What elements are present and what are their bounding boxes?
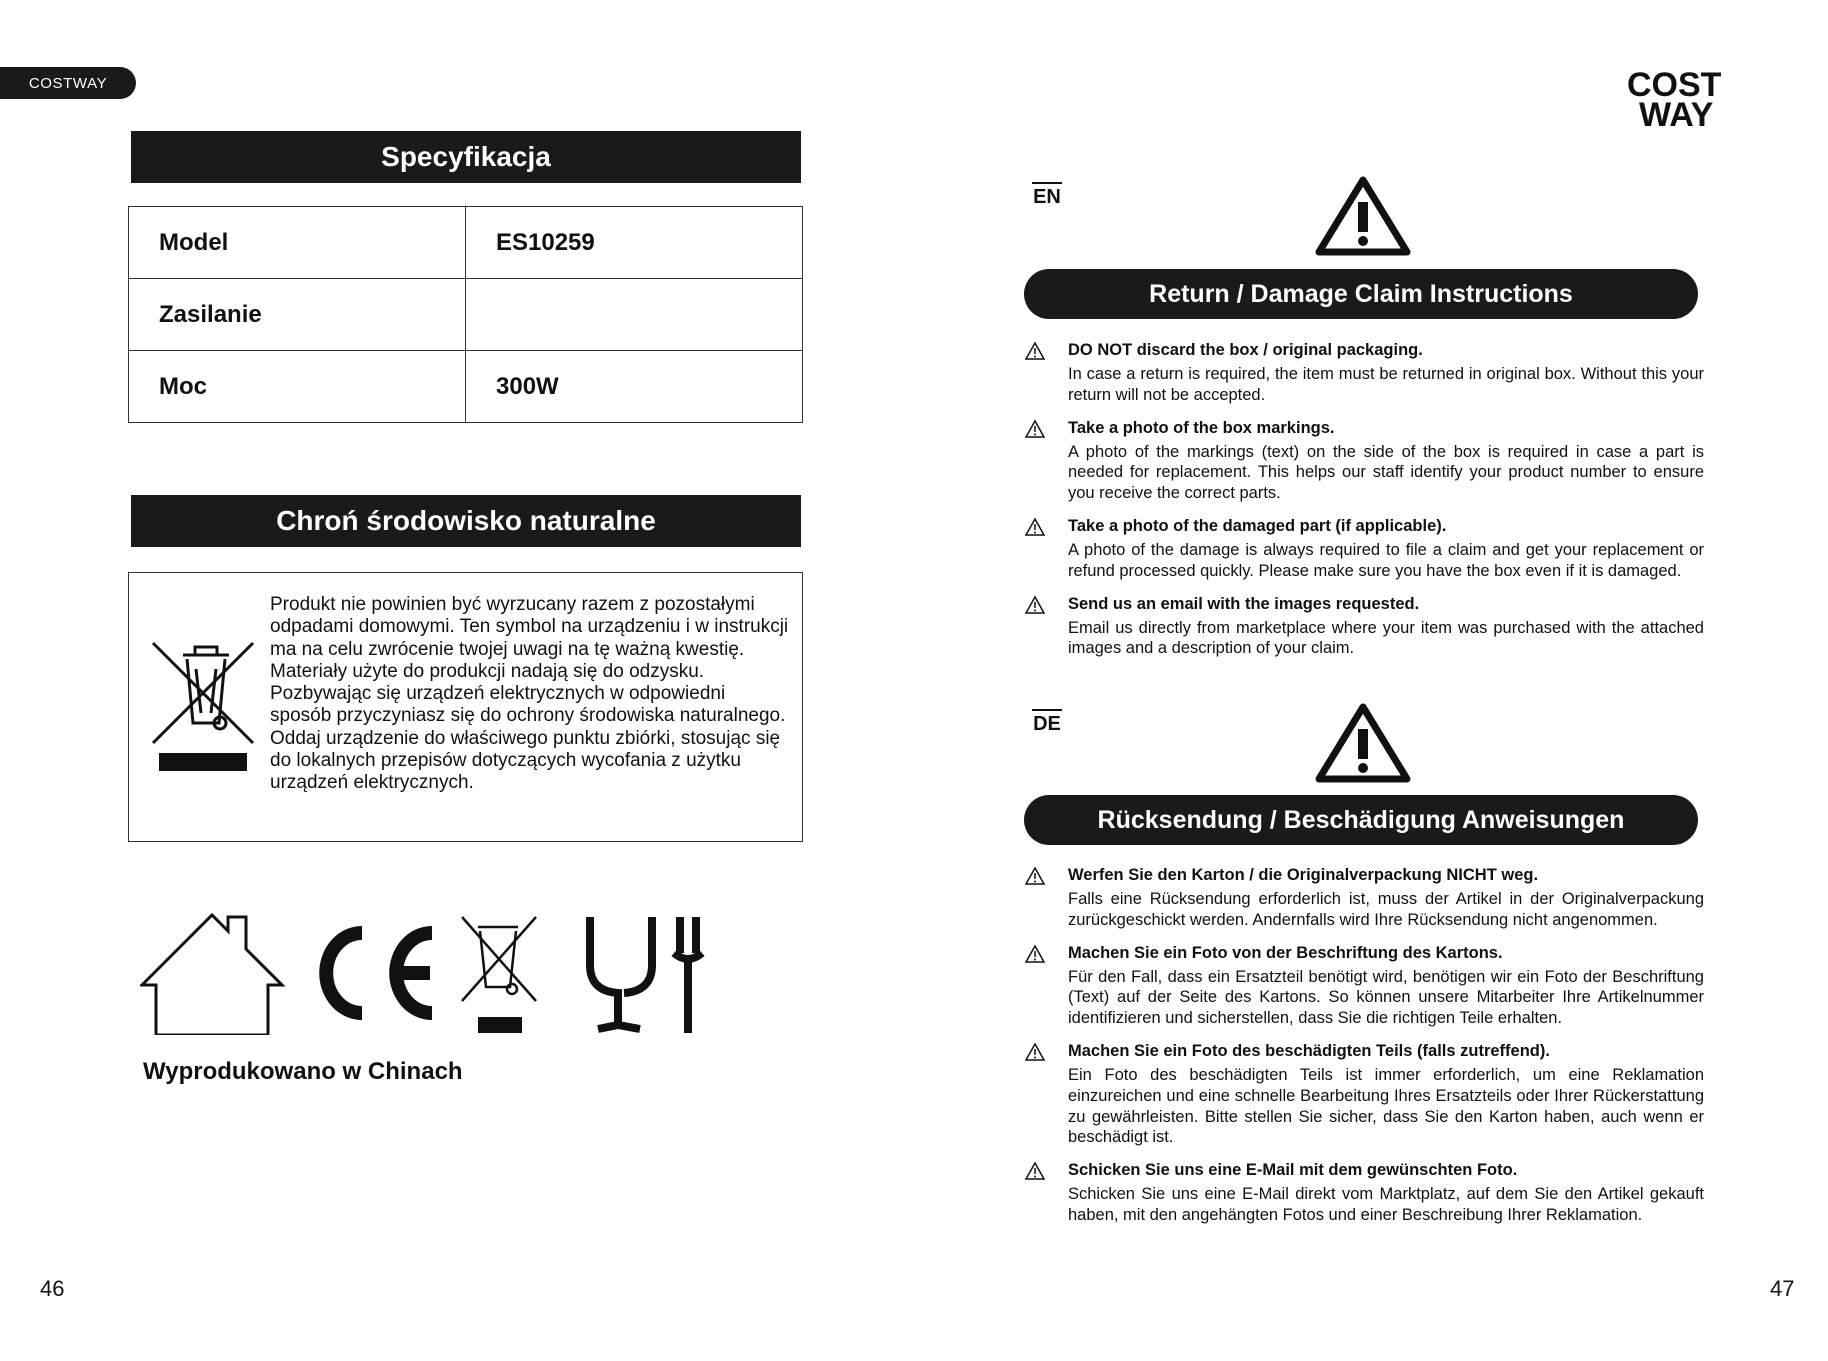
de-heading: Rücksendung / Beschädigung Anweisungen	[1024, 795, 1698, 845]
weee-bin-icon	[462, 917, 536, 1033]
en-heading: Return / Damage Claim Instructions	[1024, 269, 1698, 319]
item-title: Take a photo of the damaged part (if applicable).	[1068, 516, 1447, 535]
list-item	[1024, 516, 1704, 582]
warning-triangle-icon	[1315, 703, 1411, 783]
table-row	[129, 351, 803, 423]
warning-icon	[1024, 595, 1046, 615]
food-safe-icon	[590, 917, 702, 1033]
env-heading: Chroń środowisko naturalne	[131, 495, 801, 547]
item-desc: Ein Foto des beschädigten Teils ist immer erforderlich, um eine Reklamation einzureichen und eine schnelle Bearbeitung Ihres Ersatzteils oder Ihrer Rückerstattung zu gewährleisten. Bitte stellen Sie sicher, dass Sie den Karton haben, auch wenn er beschädigt ist.	[1068, 1065, 1704, 1147]
page-number-right: 47	[1770, 1276, 1795, 1301]
de-instructions	[1024, 865, 1704, 1238]
item-desc: Schicken Sie uns eine E-Mail direkt vom Marktplatz, auf dem Sie den Artikel gekauft haben, mit den angehängten Fotos und einer Beschreibung Ihrer Reklamation.	[1068, 1185, 1704, 1224]
item-desc: A photo of the damage is always required to file a claim and get your replacement or refund processed quickly. Please make sure you have the box even if it is damaged.	[1068, 540, 1704, 580]
list-item	[1024, 1041, 1704, 1148]
list-item	[1024, 865, 1704, 931]
house-icon	[142, 915, 282, 1035]
item-title: Machen Sie ein Foto von der Beschriftung des Kartons.	[1068, 943, 1503, 962]
lang-label-en: EN	[1032, 182, 1062, 209]
warning-icon	[1024, 341, 1046, 361]
warning-icon	[1024, 517, 1046, 537]
icons-row	[140, 905, 740, 1040]
warning-triangle-icon	[1315, 176, 1411, 256]
item-desc: Email us directly from marketplace where your item was purchased with the attached images and a description of your claim.	[1068, 618, 1704, 658]
env-box	[128, 572, 803, 842]
warning-icon	[1024, 419, 1046, 439]
spec-label: Zasilanie	[129, 279, 466, 351]
list-item	[1024, 943, 1704, 1029]
item-title: DO NOT discard the box / original packaging.	[1068, 341, 1423, 359]
list-item	[1024, 418, 1704, 504]
warning-icon	[1024, 1161, 1046, 1181]
table-row	[129, 207, 803, 279]
en-instructions	[1024, 340, 1704, 671]
spec-table	[128, 206, 803, 423]
spec-label: Model	[129, 207, 466, 279]
item-desc: In case a return is required, the item must be returned in original box. Without this your return will not be accepted.	[1068, 365, 1704, 404]
table-row	[129, 279, 803, 351]
item-title: Take a photo of the box markings.	[1068, 418, 1335, 437]
ce-mark-icon	[326, 933, 432, 1013]
spec-value	[466, 279, 803, 351]
spec-value: ES10259	[466, 207, 803, 279]
spec-value: 300W	[466, 351, 803, 423]
warning-icon	[1024, 866, 1046, 886]
item-title: Schicken Sie uns eine E-Mail mit dem gewünschten Foto.	[1068, 1161, 1518, 1180]
costway-logo: COST WAY	[1627, 66, 1722, 134]
spec-heading: Specyfikacja	[131, 131, 801, 183]
item-desc: Für den Fall, dass ein Ersatzteil benötigt wird, benötigen wir ein Foto der Beschriftung (Text) auf der Seite des Kartons. So können unsere Mitarbeiter Ihre Artikelnummer identifizieren und sicherstellen, dass Sie die richtigen Teile erhalten.	[1068, 967, 1704, 1028]
spec-label: Moc	[129, 351, 466, 423]
page-number-left: 46	[40, 1276, 65, 1301]
weee-bin-icon	[149, 623, 259, 773]
made-in-label: Wyprodukowano w Chinach	[143, 1058, 463, 1085]
list-item	[1024, 340, 1704, 406]
brand-tab: COSTWAY	[0, 67, 136, 99]
warning-icon	[1024, 1042, 1046, 1062]
item-title: Machen Sie ein Foto des beschädigten Teils (falls zutreffend).	[1068, 1041, 1550, 1060]
item-title: Send us an email with the images requested.	[1068, 594, 1420, 613]
item-desc: Falls eine Rücksendung erforderlich ist, muss der Artikel in der Originalverpackung zurückgeschickt werden. Andernfalls wird Ihre Rücksendung nicht angenommen.	[1068, 890, 1704, 929]
list-item	[1024, 1160, 1704, 1226]
item-desc: A photo of the markings (text) on the side of the box is required in case a part is needed for replacement. This helps our staff identify your product number to ensure you receive the correct parts.	[1068, 442, 1704, 503]
env-text: Produkt nie powinien być wyrzucany razem z pozostałymi odpadami domowymi. Ten symbol na urządzeniu i w instrukcji ma na celu zwrócenie twojej uwagi na tę ważną kwestię. Materiały użyte do produkcji nadają się do odzysku. Pozbywając się urządzeń elektrycznych w odpowiedni sposób przyczyniasz się do ochrony środowiska naturalnego. Oddaj urządzenie do właściwego punktu zbiórki, stosując się do lokalnych przepisów dotyczących wycofania z użytku urządzeń elektrycznych.	[270, 594, 789, 794]
warning-icon	[1024, 944, 1046, 964]
list-item	[1024, 594, 1704, 660]
lang-label-de: DE	[1032, 709, 1062, 736]
item-title: Werfen Sie den Karton / die Originalverpackung NICHT weg.	[1068, 866, 1539, 884]
